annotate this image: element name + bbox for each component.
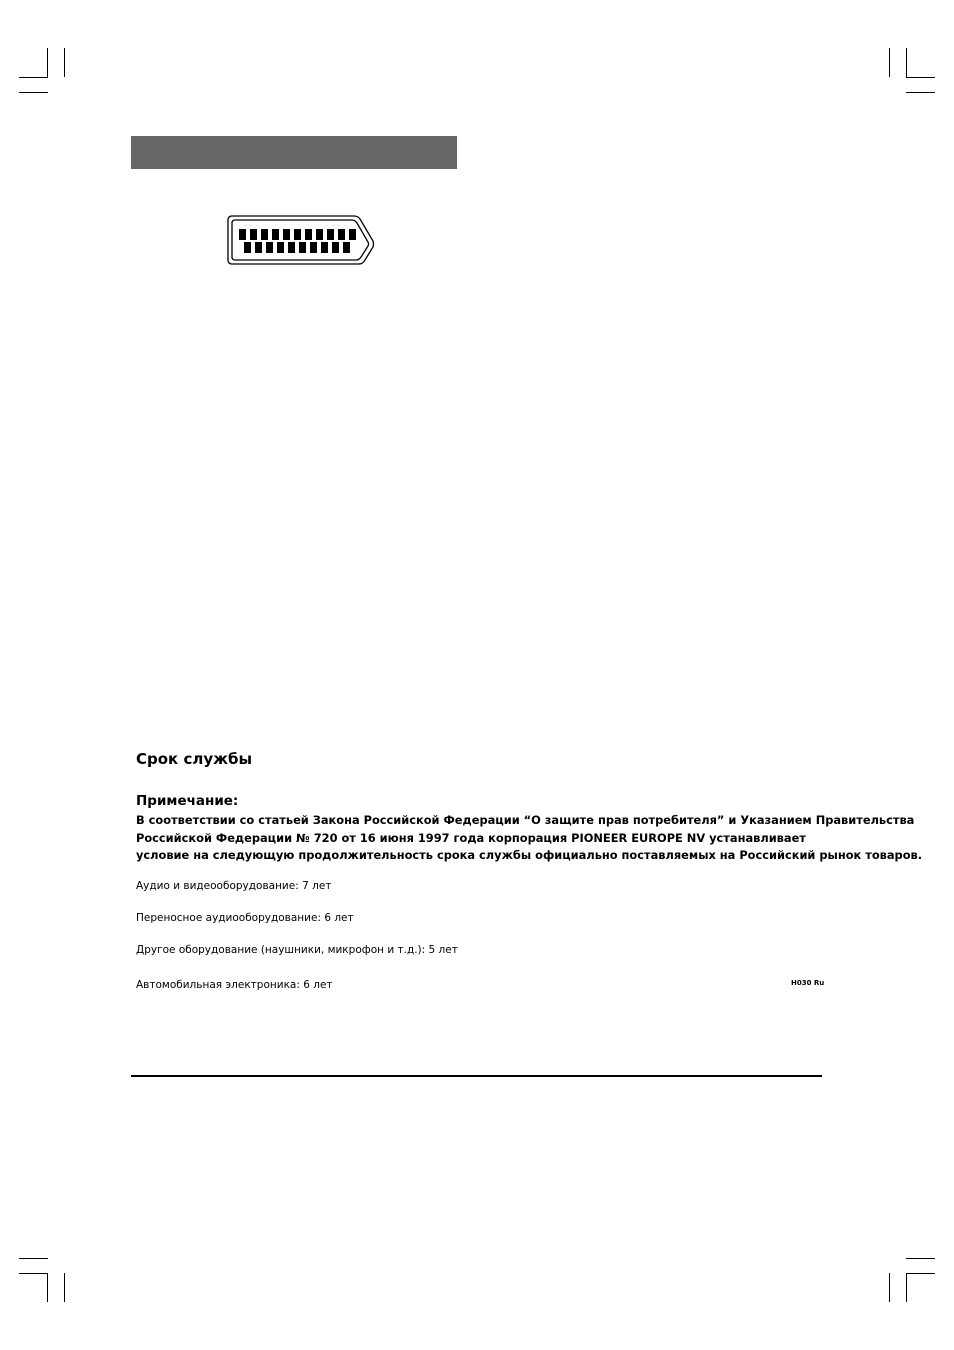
note-title: Примечание: xyxy=(136,793,239,809)
crop-mark xyxy=(889,1273,890,1302)
note-line: условие на следующую продолжительность срока службы официально поставляемых на Российский рынок товаров. xyxy=(136,848,923,862)
crop-mark xyxy=(906,48,907,77)
crop-mark xyxy=(906,1258,935,1259)
crop-mark xyxy=(47,48,48,77)
note-line: Российской Федерации № 720 от 16 июня 1997 года корпорация PIONEER EUROPE NV устанавливает xyxy=(136,830,806,845)
service-life-item-audio-video: Аудио и видеооборудование: 7 лет xyxy=(136,880,332,892)
crop-mark xyxy=(19,77,48,78)
crop-mark xyxy=(47,1273,48,1302)
service-life-heading: Срок службы xyxy=(136,750,253,768)
crop-mark xyxy=(64,48,65,77)
crop-mark xyxy=(906,1273,935,1274)
document-code: H030 Ru xyxy=(791,979,825,987)
crop-mark xyxy=(19,1258,48,1259)
note-body xyxy=(136,812,923,865)
bottom-rule xyxy=(131,1075,822,1077)
section-header-bar xyxy=(131,136,457,169)
scart-connector-icon xyxy=(226,214,376,270)
crop-mark xyxy=(906,1273,907,1302)
crop-mark xyxy=(64,1273,65,1302)
service-life-item-other-equipment: Другое оборудование (наушники, микрофон и т.д.): 5 лет xyxy=(136,944,458,956)
service-life-item-car-electronics: Автомобильная электроника: 6 лет xyxy=(136,979,333,991)
crop-mark xyxy=(19,1273,48,1274)
crop-mark xyxy=(889,48,890,77)
note-line: В соответствии со статьей Закона Российской Федерации “О защите прав потребителя” и Указанием Правительства xyxy=(136,813,915,827)
service-life-item-portable-audio: Переносное аудиооборудование: 6 лет xyxy=(136,912,354,924)
crop-mark xyxy=(906,77,935,78)
crop-mark xyxy=(906,92,935,93)
crop-mark xyxy=(19,92,48,93)
